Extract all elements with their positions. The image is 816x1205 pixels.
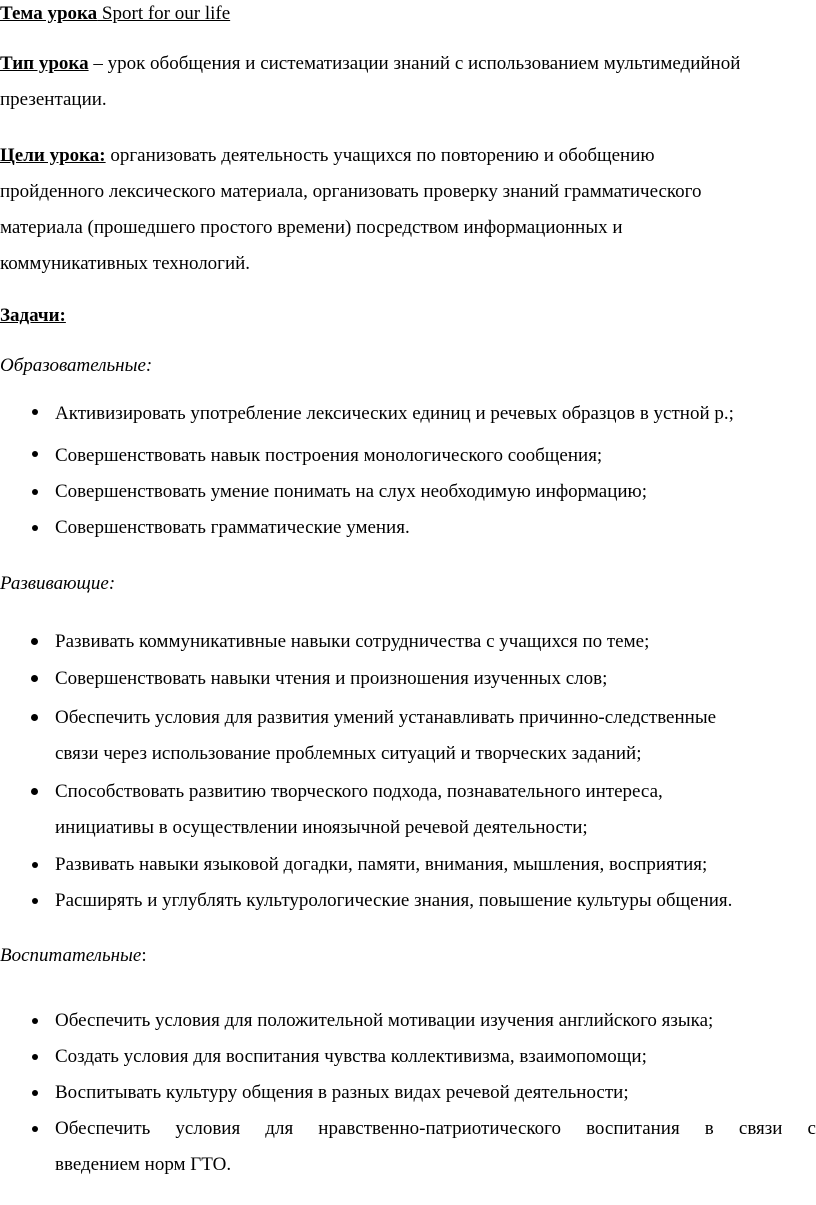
developing-item-6: Расширять и углублять культурологические знания, повышение культуры общения. bbox=[55, 890, 733, 911]
goals-label: Цели урока: bbox=[0, 145, 106, 166]
goals-line-3: материала (прошедшего простого времени) посредством информационных и bbox=[0, 217, 623, 238]
bullet-icon bbox=[31, 675, 38, 682]
topic-value: Sport for our life bbox=[97, 3, 231, 24]
bullet-icon bbox=[32, 898, 38, 904]
educational-item-2: Совершенствовать навык построения монологического сообщения; bbox=[55, 445, 603, 466]
bullet-icon bbox=[32, 862, 38, 868]
educational-item-3: Совершенствовать умение понимать на слух необходимую информацию; bbox=[55, 481, 648, 502]
developing-item-2: Совершенствовать навыки чтения и произношения изученных слов; bbox=[55, 668, 608, 689]
educational-item-4: Совершенствовать грамматические умения. bbox=[55, 517, 410, 538]
upbringing-item-1: Обеспечить условия для положительной мотивации изучения английского языка; bbox=[55, 1010, 714, 1031]
educational-item-1: Активизировать употребление лексических единиц и речевых образцов в устной р.; bbox=[55, 403, 734, 424]
bullet-icon bbox=[31, 638, 38, 645]
bullet-icon bbox=[31, 714, 38, 721]
developing-item-5: Развивать навыки языковой догадки, памяти, внимания, мышления, восприятия; bbox=[55, 854, 708, 875]
educational-heading: Образовательные: bbox=[0, 355, 153, 376]
goals-line-2: пройденного лексического материала, организовать проверку знаний грамматического bbox=[0, 181, 702, 202]
upbringing-item-3: Воспитывать культуру общения в разных видах речевой деятельности; bbox=[55, 1082, 629, 1103]
developing-item-3: Обеспечить условия для развития умений устанавливать причинно-следственные bbox=[55, 707, 717, 728]
goals-text-1: организовать деятельность учащихся по повторению и обобщению bbox=[105, 145, 655, 166]
bullet-icon bbox=[32, 525, 38, 531]
upbringing-heading-suffix: : bbox=[141, 945, 147, 966]
developing-item-3-cont: связи через использование проблемных ситуаций и творческих заданий; bbox=[55, 743, 642, 764]
type-line-2: презентации. bbox=[0, 89, 107, 110]
goals-line-4: коммуникативных технологий. bbox=[0, 253, 251, 274]
developing-item-4: Способствовать развитию творческого подхода, познавательного интереса, bbox=[55, 781, 663, 802]
bullet-icon bbox=[32, 451, 38, 457]
bullet-icon bbox=[32, 1018, 38, 1024]
upbringing-heading: Воспитательные bbox=[0, 945, 142, 966]
developing-item-1: Развивать коммуникативные навыки сотрудничества с учащихся по теме; bbox=[55, 631, 650, 652]
upbringing-item-2: Создать условия для воспитания чувства коллективизма, взаимопомощи; bbox=[55, 1046, 647, 1067]
type-line-1 bbox=[0, 52, 740, 76]
tasks-heading: Задачи: bbox=[0, 305, 66, 326]
developing-heading: Развивающие: bbox=[0, 573, 116, 594]
type-label: Тип урока bbox=[0, 53, 89, 74]
goals-line-1 bbox=[0, 144, 655, 168]
upbringing-heading-line bbox=[0, 944, 147, 968]
topic-label: Тема урока bbox=[0, 3, 98, 24]
bullet-icon bbox=[32, 409, 38, 415]
bullet-icon bbox=[32, 1090, 38, 1096]
topic-line bbox=[0, 2, 230, 26]
upbringing-item-4: Обеспечить условия для нравственно-патриотического воспитания в связи с bbox=[55, 1118, 816, 1139]
bullet-icon bbox=[32, 1126, 38, 1132]
upbringing-item-4-cont: введением норм ГТО. bbox=[55, 1154, 232, 1175]
bullet-icon bbox=[32, 1054, 38, 1060]
bullet-icon bbox=[31, 788, 38, 795]
developing-item-4-cont: инициативы в осуществлении иноязычной речевой деятельности; bbox=[55, 817, 588, 838]
bullet-icon bbox=[32, 489, 38, 495]
type-text-1: – урок обобщения и систематизации знаний с использованием мультимедийной bbox=[88, 53, 741, 74]
